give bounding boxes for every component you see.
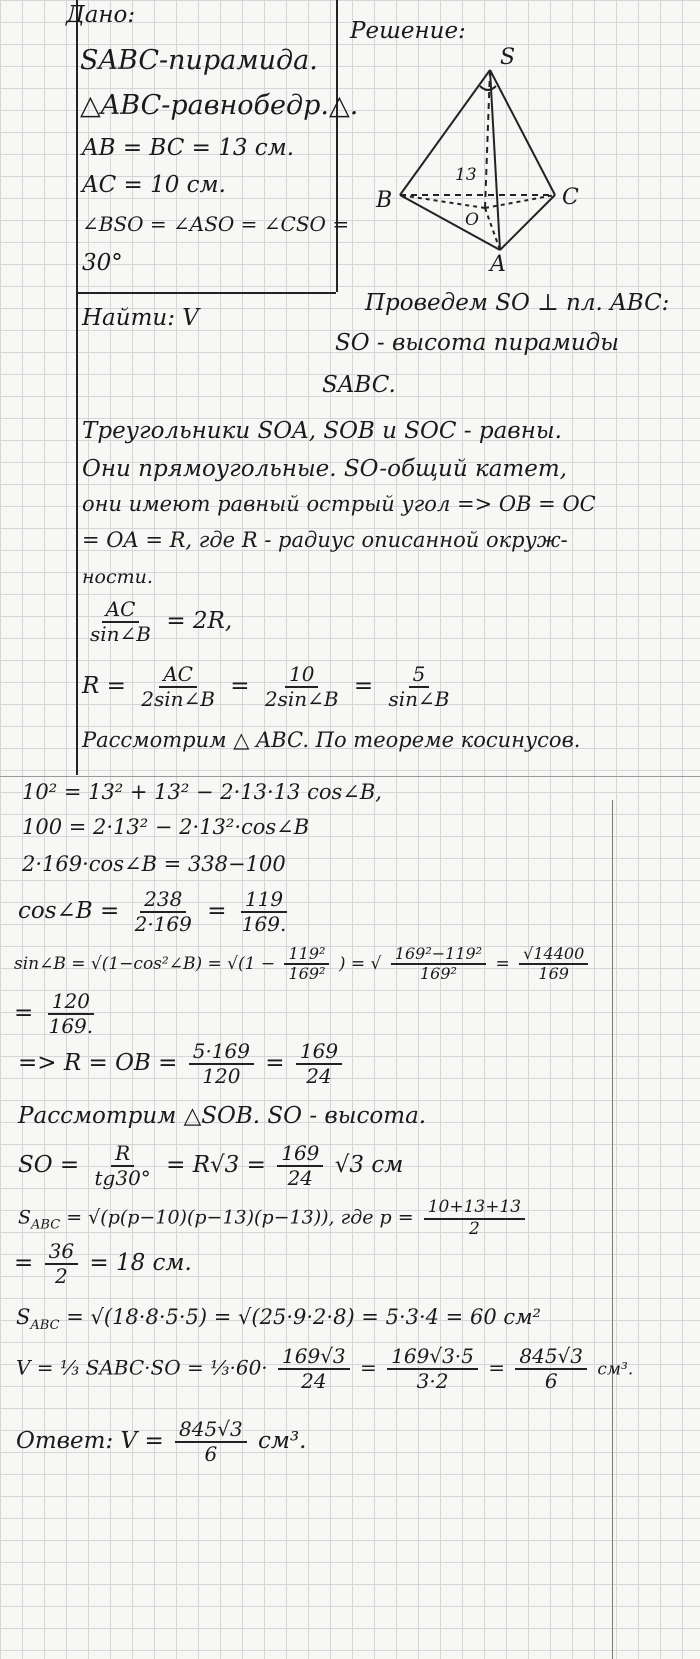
given-line: SABC-пирамида. [80,45,318,76]
text-line: = OA = R, где R - радиус описанной окруж- [82,528,568,552]
formula-sine-law: $\frac{AC}{\sin\angle B}$ = 2R, [82,598,232,646]
fraction: $\frac{10+13+13}{2}$ [424,1198,525,1239]
equation-sin-result: = $\frac{120}{169.}$ [14,990,101,1038]
equation-line: 2·169·cos∠B = 338−100 [22,852,286,876]
fraction: $\frac{845√3}{6}$ [175,1418,247,1466]
fraction: $\frac{169√3\cdot 5}{3\cdot 2}$ [387,1345,478,1393]
given-line: ∠BSO = ∠ASO = ∠CSO = [82,212,350,236]
vertex-a-label: A [490,252,506,277]
fraction: $\frac{119}{169.}$ [241,887,287,936]
text-line: SABC. [322,372,396,398]
equation-line: 100 = 2·13² − 2·13²·cos∠B [22,815,310,839]
equation-radius: => R = OB = $\frac{5\cdot 169}{120}$ = $\frac{169}{24}$ [18,1040,346,1088]
given-line: △ABC-равнобедр.△. [80,90,359,121]
text-line: Проведем SO ⊥ пл. ABC: [365,290,670,316]
given-divider-vertical [336,0,338,292]
fraction: $\frac{120}{169.}$ [48,989,94,1038]
given-line: AC = 10 см. [82,172,226,198]
given-divider-horizontal [76,292,336,294]
point-o-label: O [465,210,479,230]
equation-volume: V = ⅓ SABC·SO = ⅓·60· $\frac{169√3}{24}$ = $\frac{169√3\cdot 5}{3\cdot 2}$ = $\frac{845√3}{6}$ см³. [16,1344,634,1393]
find-label: Найти: V [82,305,199,331]
fraction: $\frac{169√3}{24}$ [278,1345,350,1393]
equation-area: $S_{ABC} = √(18\cdot 8\cdot 5\cdot 5) = √(25\cdot 9\cdot 2\cdot 8) = 5\cdot 3\cdot 4 = 60$ см² [16,1305,541,1334]
fraction: $\frac{238}{2\cdot 169}$ [134,887,192,936]
given-line: AB = BC = 13 см. [82,135,295,161]
fraction: $\frac{36}{2}$ [45,1240,78,1288]
pyramid-diagram [380,50,600,270]
text-line: Рассмотрим △ ABC. По теореме косинусов. [82,728,581,752]
vertex-c-label: C [562,185,579,210]
fraction: $\frac{R}{tg30^\circ}$ [94,1141,151,1190]
vertex-s-label: S [500,45,516,70]
given-line: 30° [82,250,123,276]
solution-title: Решение: [350,18,466,44]
equation-heron: $S_{ABC} = √(p(p-10)(p-13)(p-13))$, где p = $\frac{10+13+13}{2}$ [18,1198,529,1239]
answer-line: Ответ: V = $\frac{845√3}{6}$ см³. [16,1417,307,1466]
equation-sin: sin∠B = √(1−cos²∠B) = √(1 − $\frac{\text{119²}}{\text{169²}}$ ) = √ $\frac{\text{169²−119²}}{\text{169²}}$ = $\frac{√14400}{169}$ [14,945,592,984]
fraction: $\frac{AC}{2\sin\angle B}$ [141,662,215,711]
fraction: $\frac{5\cdot 169}{120}$ [189,1040,254,1088]
page2-margin-line [612,800,613,1659]
text-line: они имеют равный острый угол => OB = OC [82,492,596,516]
equation-semiperimeter: = $\frac{36}{2}$ = 18 см. [14,1239,192,1288]
fraction: $\frac{5}{\sin\angle B}$ [388,662,450,711]
fraction: $\frac{169}{24}$ [277,1142,323,1190]
equation-cos: cos∠B = $\frac{238}{2\cdot 169}$ = $\frac{119}{169.}$ [18,888,294,936]
given-title: Дано: [66,2,136,28]
text-line: ности. [82,566,153,588]
text-line: Треугольники SOA, SOB и SOC - равны. [82,418,562,444]
margin-line [76,0,78,775]
edge-length-label: 13 [455,165,477,185]
fraction: $\frac{\text{169²−119²}}{\text{169²}}$ [391,945,486,984]
equation-line: 10² = 13² + 13² − 2·13·13 cos∠B, [22,780,382,804]
fraction: $\frac{845√3}{6}$ [515,1345,587,1393]
text-line: Они прямоугольные. SO-общий катет, [82,456,567,482]
text-line: SO - высота пирамиды [335,330,619,356]
page-edge [0,776,700,777]
text-line: Рассмотрим △SOB. SO - высота. [18,1103,427,1129]
fraction: $\frac{√14400}{169}$ [519,945,588,984]
formula-radius: R = $\frac{AC}{2\sin\angle B}$ = $\frac{10}{2\sin\angle B}$ = $\frac{5}{\sin\angle B}$ [82,663,458,711]
fraction: $\frac{AC}{\sin\angle B}$ [90,597,151,646]
equation-height: SO = $\frac{R}{tg30^\circ}$ = R√3 = $\frac{169}{24}$ √3 см [18,1141,404,1190]
fraction: $\frac{169}{24}$ [296,1040,342,1088]
fraction: $\frac{10}{2\sin\angle B}$ [264,662,339,711]
fraction: $\frac{\text{119²}}{\text{169²}}$ [284,945,329,984]
vertex-b-label: B [376,188,393,213]
